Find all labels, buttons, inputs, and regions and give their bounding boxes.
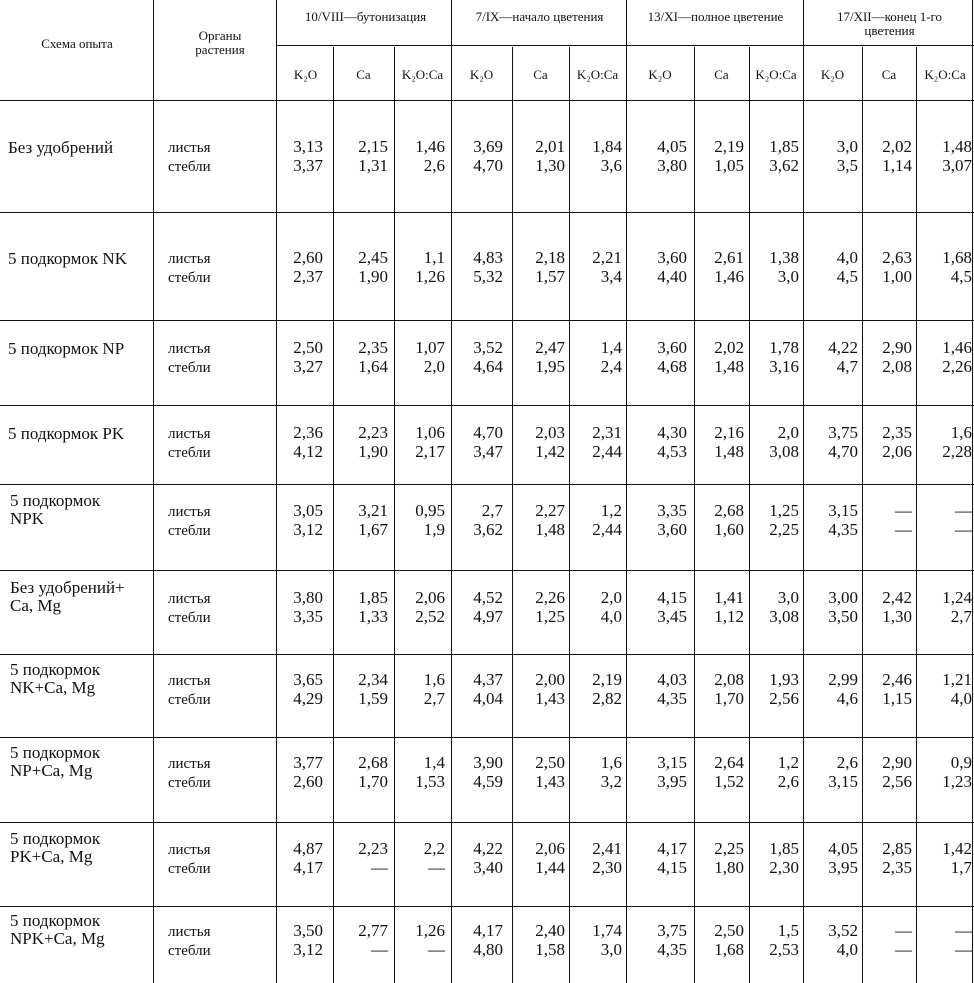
vertical-rule-group-1 [451,0,452,983]
header-period-1: 10/VIII—бутонизация [304,9,427,24]
value-cell-6-9: 3,0 3,08 [769,588,799,626]
value-cell-8-12: 0,9 1,23 [942,753,972,791]
value-cell-2-3: 1,1 1,26 [415,248,445,286]
value-cell-1-2: 2,15 1,31 [358,137,388,175]
vertical-rule-organs [276,0,277,983]
vertical-rule-col-3 [394,47,395,983]
value-cell-4-5: 2,03 1,42 [535,423,565,461]
value-cell-10-10: 3,52 4,0 [828,921,858,959]
row-scheme-4: 5 подкормок PK [8,424,125,443]
header-period-3: 13/XI—полное цветение [647,9,784,24]
value-cell-7-10: 2,99 4,6 [828,670,858,708]
header-subcol-5: Ca [533,67,548,82]
row-organs-1: листья стебли [168,140,211,175]
value-cell-5-6: 1,2 2,44 [592,501,622,539]
value-cell-10-9: 1,5 2,53 [769,921,799,959]
vertical-rule-col-6 [569,47,570,983]
value-cell-8-7: 3,15 3,95 [657,753,687,791]
header-subcol-3: K₂O:Ca [401,67,444,82]
value-cell-1-10: 3,0 3,5 [836,137,858,175]
value-cell-5-8: 2,68 1,60 [714,501,744,539]
value-cell-5-3: 0,95 1,9 [415,501,445,539]
value-cell-9-10: 4,05 3,95 [828,839,858,877]
value-cell-4-6: 2,31 2,44 [592,423,622,461]
value-cell-5-10: 3,15 4,35 [828,501,858,539]
row-rule-7 [0,737,974,738]
row-scheme-9: 5 подкормок PK+Ca, Mg [10,829,101,866]
value-cell-9-11: 2,85 2,35 [882,839,912,877]
value-cell-3-1: 2,50 3,27 [293,338,323,376]
value-cell-7-8: 2,08 1,70 [714,670,744,708]
value-cell-6-2: 1,85 1,33 [358,588,388,626]
value-cell-9-3: 2,2 — [423,839,445,877]
value-cell-3-2: 2,35 1,64 [358,338,388,376]
header-subcol-2: Ca [356,67,371,82]
value-cell-8-3: 1,4 1,53 [415,753,445,791]
value-cell-1-7: 4,05 3,80 [657,137,687,175]
row-rule-9 [0,906,974,907]
vertical-rule-col-12 [916,47,917,983]
value-cell-5-1: 3,05 3,12 [293,501,323,539]
value-cell-8-11: 2,90 2,56 [882,753,912,791]
row-rule-4 [0,484,974,485]
value-cell-8-6: 1,6 3,2 [600,753,622,791]
value-cell-3-3: 1,07 2,0 [415,338,445,376]
header-period-4: 17/XII—конец 1-го цветения [836,9,943,38]
value-cell-2-12: 1,68 4,5 [942,248,972,286]
header-subcol-1: K₂O [293,67,318,82]
value-cell-6-8: 1,41 1,12 [714,588,744,626]
value-cell-1-4: 3,69 4,70 [473,137,503,175]
vertical-rule-col-2 [333,47,334,983]
value-cell-6-7: 4,15 3,45 [657,588,687,626]
value-cell-4-1: 2,36 4,12 [293,423,323,461]
header-subcol-8: Ca [714,67,729,82]
value-cell-1-1: 3,13 3,37 [293,137,323,175]
value-cell-8-2: 2,68 1,70 [358,753,388,791]
value-cell-9-1: 4,87 4,17 [293,839,323,877]
value-cell-7-5: 2,00 1,43 [535,670,565,708]
value-cell-9-12: 1,42 1,7 [942,839,972,877]
value-cell-3-4: 3,52 4,64 [473,338,503,376]
value-cell-5-12: — — [955,501,972,539]
vertical-rule-right [972,0,973,983]
value-cell-6-10: 3,00 3,50 [828,588,858,626]
value-cell-3-8: 2,02 1,48 [714,338,744,376]
value-cell-2-6: 2,21 3,4 [592,248,622,286]
value-cell-7-12: 1,21 4,0 [942,670,972,708]
value-cell-1-8: 2,19 1,05 [714,137,744,175]
value-cell-10-11: — — [895,921,912,959]
header-period-2: 7/IX—начало цветения [475,9,604,24]
value-cell-3-9: 1,78 3,16 [769,338,799,376]
header-subcol-7: K₂O [648,67,672,82]
row-organs-3: листья стебли [168,341,211,376]
vertical-rule-col-5 [512,47,513,983]
value-cell-6-3: 2,06 2,52 [415,588,445,626]
row-rule-2 [0,320,974,321]
value-cell-5-9: 1,25 2,25 [769,501,799,539]
value-cell-7-3: 1,6 2,7 [423,670,445,708]
value-cell-2-5: 2,18 1,57 [535,248,565,286]
row-scheme-10: 5 подкормок NPK+Ca, Mg [10,911,105,948]
value-cell-10-8: 2,50 1,68 [714,921,744,959]
value-cell-2-2: 2,45 1,90 [358,248,388,286]
value-cell-1-3: 1,46 2,6 [415,137,445,175]
value-cell-3-11: 2,90 2,08 [882,338,912,376]
header-bottom-rule [0,100,974,101]
value-cell-8-5: 2,50 1,43 [535,753,565,791]
header-subcol-12: K₂O:Ca [924,67,966,82]
value-cell-10-2: 2,77 — [358,921,388,959]
row-organs-6: листья стебли [168,591,211,626]
value-cell-2-8: 2,61 1,46 [714,248,744,286]
header-subcol-9: K₂O:Ca [755,67,797,82]
value-cell-10-6: 1,74 3,0 [592,921,622,959]
header-subcol-10: K₂O [820,67,845,82]
value-cell-8-8: 2,64 1,52 [714,753,744,791]
value-cell-4-4: 4,70 3,47 [473,423,503,461]
value-cell-6-12: 1,24 2,7 [942,588,972,626]
row-organs-2: листья стебли [168,251,211,286]
row-scheme-6: Без удобрений+ Ca, Mg [10,578,125,615]
vertical-rule-group-3 [803,0,804,983]
value-cell-10-12: — — [955,921,972,959]
row-rule-8 [0,822,974,823]
value-cell-10-5: 2,40 1,58 [535,921,565,959]
value-cell-7-7: 4,03 4,35 [657,670,687,708]
value-cell-9-6: 2,41 2,30 [592,839,622,877]
row-organs-8: листья стебли [168,756,211,791]
row-scheme-1: Без удобрений [8,138,114,157]
value-cell-4-8: 2,16 1,48 [714,423,744,461]
value-cell-7-6: 2,19 2,82 [592,670,622,708]
value-cell-2-4: 4,83 5,32 [473,248,503,286]
value-cell-7-9: 1,93 2,56 [769,670,799,708]
value-cell-4-12: 1,6 2,28 [942,423,972,461]
row-organs-9: листья стебли [168,842,211,877]
header-organs: Органы растения [195,28,245,57]
row-organs-5: листья стебли [168,504,211,539]
row-scheme-3: 5 подкормок NP [8,339,125,358]
value-cell-10-4: 4,17 4,80 [473,921,503,959]
value-cell-5-11: — — [895,501,912,539]
value-cell-6-11: 2,42 1,30 [882,588,912,626]
value-cell-8-9: 1,2 2,6 [777,753,799,791]
value-cell-7-4: 4,37 4,04 [473,670,503,708]
value-cell-5-2: 3,21 1,67 [358,501,388,539]
value-cell-4-9: 2,0 3,08 [769,423,799,461]
header-subcol-11: Ca [881,67,897,82]
value-cell-4-7: 4,30 4,53 [657,423,687,461]
value-cell-8-10: 2,6 3,15 [828,753,858,791]
header-subcol-6: K₂O:Ca [576,67,619,82]
row-organs-4: листья стебли [168,426,211,461]
value-cell-3-7: 3,60 4,68 [657,338,687,376]
row-rule-6 [0,654,974,655]
value-cell-9-9: 1,85 2,30 [769,839,799,877]
value-cell-9-7: 4,17 4,15 [657,839,687,877]
value-cell-10-1: 3,50 3,12 [293,921,323,959]
value-cell-4-3: 1,06 2,17 [415,423,445,461]
vertical-rule-col-11 [862,47,863,983]
row-rule-5 [0,570,974,571]
header-scheme: Схема опыта [41,36,113,51]
value-cell-9-2: 2,23 — [358,839,388,877]
row-rule-1 [0,212,974,213]
value-cell-6-4: 4,52 4,97 [473,588,503,626]
row-organs-10: листья стебли [168,924,211,959]
row-scheme-7: 5 подкормок NK+Ca, Mg [10,660,101,697]
value-cell-5-5: 2,27 1,48 [535,501,565,539]
row-scheme-8: 5 подкормок NP+Ca, Mg [10,743,101,780]
value-cell-1-5: 2,01 1,30 [535,137,565,175]
value-cell-1-6: 1,84 3,6 [592,137,622,175]
value-cell-9-4: 4,22 3,40 [473,839,503,877]
vertical-rule-col-8 [694,47,695,983]
vertical-rule-group-2 [626,0,627,983]
value-cell-8-4: 3,90 4,59 [473,753,503,791]
value-cell-9-5: 2,06 1,44 [535,839,565,877]
value-cell-8-1: 3,77 2,60 [293,753,323,791]
value-cell-9-8: 2,25 1,80 [714,839,744,877]
value-cell-7-1: 3,65 4,29 [293,670,323,708]
value-cell-2-11: 2,63 1,00 [882,248,912,286]
row-organs-7: листья стебли [168,673,211,708]
value-cell-10-3: 1,26 — [415,921,445,959]
value-cell-10-7: 3,75 4,35 [657,921,687,959]
header-subcol-4: K₂O [469,67,494,82]
value-cell-4-2: 2,23 1,90 [358,423,388,461]
header-period-underline [276,45,974,46]
value-cell-1-11: 2,02 1,14 [882,137,912,175]
vertical-rule-scheme [153,0,154,983]
value-cell-7-11: 2,46 1,15 [882,670,912,708]
value-cell-3-12: 1,46 2,26 [942,338,972,376]
row-rule-3 [0,405,974,406]
vertical-rule-col-9 [749,47,750,983]
value-cell-2-10: 4,0 4,5 [836,248,858,286]
value-cell-2-9: 1,38 3,0 [769,248,799,286]
value-cell-4-10: 3,75 4,70 [828,423,858,461]
value-cell-3-6: 1,4 2,4 [600,338,622,376]
value-cell-3-10: 4,22 4,7 [828,338,858,376]
value-cell-6-5: 2,26 1,25 [535,588,565,626]
value-cell-1-9: 1,85 3,62 [769,137,799,175]
value-cell-4-11: 2,35 2,06 [882,423,912,461]
value-cell-7-2: 2,34 1,59 [358,670,388,708]
value-cell-1-12: 1,48 3,07 [942,137,972,175]
value-cell-6-1: 3,80 3,35 [293,588,323,626]
value-cell-5-7: 3,35 3,60 [657,501,687,539]
value-cell-5-4: 2,7 3,62 [473,501,503,539]
value-cell-6-6: 2,0 4,0 [600,588,622,626]
value-cell-2-7: 3,60 4,40 [657,248,687,286]
row-scheme-2: 5 подкормок NK [8,249,127,268]
value-cell-3-5: 2,47 1,95 [535,338,565,376]
value-cell-2-1: 2,60 2,37 [293,248,323,286]
row-scheme-5: 5 подкормок NPK [10,491,101,528]
